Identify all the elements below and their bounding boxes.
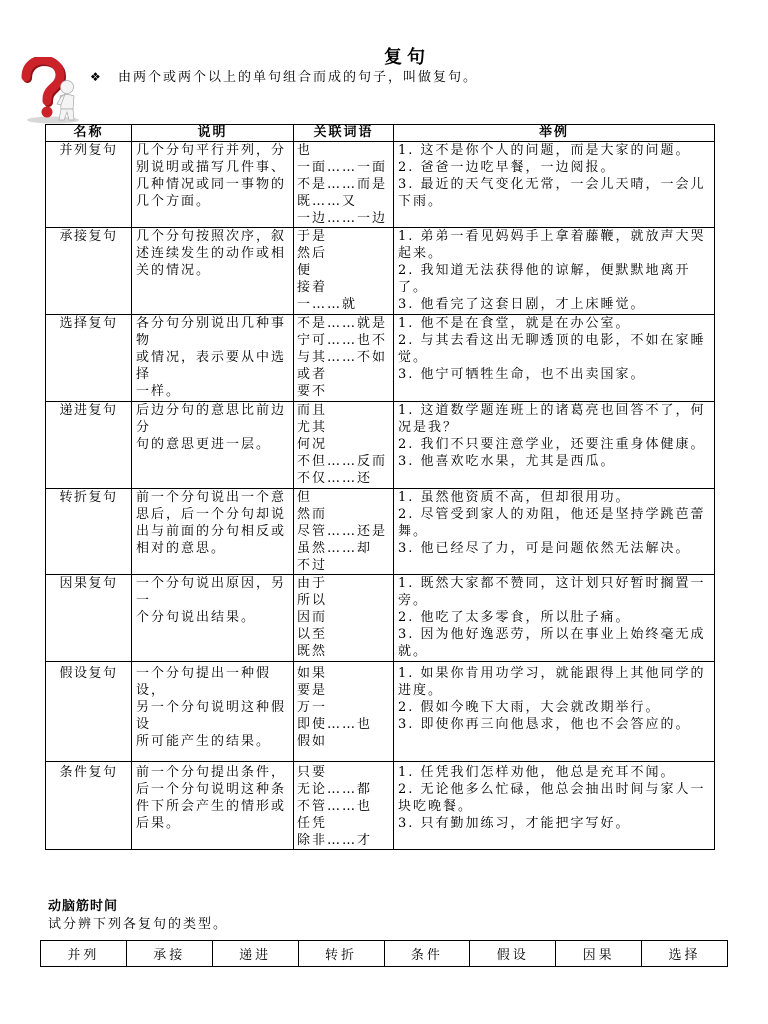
exercise-type-cell: 承接 [126, 941, 212, 967]
connective-line: 只要 [297, 765, 328, 780]
example-line: 3. 最近的天气变化无常，一会儿天晴，一会儿 [398, 177, 706, 192]
sentence-type-cell [46, 489, 132, 575]
explanation-cell [132, 402, 294, 489]
connective-line: 便 [297, 263, 313, 278]
connective-line: 既然 [297, 644, 328, 659]
table-head [46, 125, 715, 142]
explanation-cell [132, 489, 294, 575]
example-line: 2. 尽管受到家人的劝阻，他还是坚持学跳芭蕾 [398, 507, 706, 522]
examples-cell [394, 762, 715, 850]
example-line: 1. 虽然他资质不高，但却很用功。 [398, 490, 631, 505]
explanation-line: 后一个分句说明这种条 [136, 782, 287, 797]
table-row [46, 575, 715, 662]
connectives-cell [294, 142, 394, 228]
sentence-type-name: 条件复句 [59, 765, 118, 780]
example-line: 2. 无论他多么忙碌，他总会抽出时间与家人一 [398, 782, 706, 797]
explanation-line: 设， [136, 683, 167, 698]
connective-line: 而且 [297, 403, 328, 418]
example-line: 1. 他不是在食堂，就是在办公室。 [398, 316, 631, 331]
table-row [46, 662, 715, 762]
table-header-row [46, 125, 715, 142]
connective-line: 不仅……还 [297, 471, 373, 486]
exercise-type-cell: 转折 [298, 941, 384, 967]
connective-line: 不是……而是 [297, 177, 388, 192]
connective-line: 接着 [297, 280, 328, 295]
connective-line: 尤其 [297, 420, 328, 435]
examples-cell [394, 575, 715, 662]
connective-line: 假如 [297, 734, 328, 749]
exercise-type-cell: 递进 [212, 941, 298, 967]
person-head [61, 81, 74, 94]
explanation-line: 思后，后一个分句却说 [136, 507, 287, 522]
sentence-types-table [45, 124, 715, 850]
connective-line: 即使……也 [297, 717, 373, 732]
explanation-cell [132, 228, 294, 315]
examples-cell [394, 489, 715, 575]
intro-line [90, 68, 478, 87]
types-table-body [46, 142, 715, 850]
connective-line: 由于 [297, 576, 328, 591]
example-line: 3. 他看完了这套日剧，才上床睡觉。 [398, 297, 646, 312]
table-row [46, 489, 715, 575]
example-line: 2. 他吃了太多零食，所以肚子痛。 [398, 610, 631, 625]
explanation-line: 别说明或描写几件事、 [136, 160, 287, 175]
connective-line: 既……又 [297, 194, 358, 209]
examples-cell [394, 142, 715, 228]
example-line: 2. 我们不只要注意学业，还要注重身体健康。 [398, 437, 706, 452]
example-line: 2. 假如今晚下大雨，大会就改期举行。 [398, 700, 661, 715]
explanation-line: 一样。 [136, 384, 182, 399]
explanation-line: 述连续发生的动作或相 [136, 246, 287, 261]
explanation-line: 几个分句平行并列，分 [136, 143, 287, 158]
explanation-line: 后边分句的意思比前边 [136, 403, 287, 418]
example-line: 起来。 [398, 246, 444, 261]
explanation-line: 几种情况或同一事物的 [136, 177, 287, 192]
table-row [46, 142, 715, 228]
exercise-type-cell: 假设 [470, 941, 556, 967]
connective-line: 虽然……却 [297, 541, 373, 556]
example-line: 觉。 [398, 350, 429, 365]
explanation-line: 相对的意思。 [136, 541, 227, 556]
exercise-type-cell: 因果 [556, 941, 642, 967]
connective-line: 或者 [297, 367, 328, 382]
explanation-line: 择 [136, 367, 152, 382]
example-line: 3. 即使你再三向他恳求，他也不会答应的。 [398, 717, 691, 732]
question-mark-shape [26, 60, 62, 118]
sentence-type-name: 承接复句 [59, 229, 118, 244]
example-line: 3. 他宁可牺牲生命，也不出卖国家。 [398, 367, 646, 382]
explanation-cell [132, 762, 294, 850]
exercise-type-cell: 条件 [384, 941, 470, 967]
sentence-type-name: 递进复句 [59, 403, 118, 418]
explanation-line: 一个分句说出原因，另 [136, 576, 287, 591]
table-row [46, 315, 715, 402]
connective-line: 所以 [297, 593, 328, 608]
connectives-cell [294, 662, 394, 762]
connectives-cell [294, 228, 394, 315]
connectives-cell [294, 402, 394, 489]
connective-line: 除非……才 [297, 833, 373, 848]
explanation-line: 几个分句按照次序，叙 [136, 229, 287, 244]
connective-line: 然而 [297, 507, 328, 522]
exercise-type-cell: 并列 [41, 941, 127, 967]
explanation-cell [132, 575, 294, 662]
explanation-line: 关的情况。 [136, 263, 212, 278]
example-line: 1. 弟弟一看见妈妈手上拿着藤鞭，就放声大哭 [398, 229, 706, 244]
connective-line: 不是……就是 [297, 316, 388, 331]
explanation-line: 物 [136, 333, 152, 348]
example-line: 1. 这道数学题连班上的诸葛亮也回答不了，何 [398, 403, 706, 418]
connective-line: 何况 [297, 437, 328, 452]
connective-line: 然后 [297, 246, 328, 261]
sentence-type-name: 转折复句 [59, 490, 118, 505]
example-line: 3. 只有勤加练习，才能把字写好。 [398, 816, 631, 831]
question-person-icon [16, 57, 80, 125]
connectives-cell [294, 575, 394, 662]
sentence-type-name: 选择复句 [59, 316, 118, 331]
explanation-line: 设 [136, 717, 152, 732]
connective-line: 要不 [297, 384, 328, 399]
example-line: 3. 因为他好逸恶劳，所以在事业上始终毫无成 [398, 627, 706, 642]
connective-line: 要是 [297, 683, 328, 698]
examples-cell [394, 402, 715, 489]
exercise-type-cell: 选择 [642, 941, 728, 967]
connective-line: 一边……一边 [297, 211, 388, 226]
sentence-type-name: 并列复句 [59, 143, 118, 158]
explanation-line: 出与前面的分句相反或 [136, 524, 287, 539]
explanation-line: 后果。 [136, 816, 182, 831]
explanation-line: 分 [136, 420, 152, 435]
exercise-types-table [40, 940, 728, 967]
sentence-type-cell [46, 315, 132, 402]
intro-text: 由两个或两个以上的单句组合而成的句子，叫做复句。 [118, 70, 479, 85]
example-line: 况是我？ [398, 420, 459, 435]
examples-cell [394, 315, 715, 402]
connective-line: 尽管……还是 [297, 524, 388, 539]
sentence-type-cell [46, 402, 132, 489]
connectives-cell [294, 315, 394, 402]
explanation-cell [132, 315, 294, 402]
explanation-line: 所可能产生的结果。 [136, 734, 272, 749]
connective-line: 不过 [297, 558, 328, 573]
connective-line: 因而 [297, 610, 328, 625]
page-title: 复句 [384, 47, 430, 68]
explanation-line: 前一个分句提出条件， [136, 765, 287, 780]
connective-line: 无论……都 [297, 782, 373, 797]
connective-line: 一……就 [297, 297, 358, 312]
explanation-line: 或情况，表示要从中选 [136, 350, 287, 365]
connectives-cell [294, 762, 394, 850]
example-line: 1. 既然大家都不赞同，这计划只好暂时搁置一 [398, 576, 706, 591]
connective-line: 如果 [297, 666, 328, 681]
diamond-bullet-icon [90, 68, 118, 86]
example-line: 3. 他喜欢吃水果，尤其是西瓜。 [398, 454, 616, 469]
connective-line: 任凭 [297, 816, 328, 831]
examples-cell [394, 662, 715, 762]
explanation-line: 各分句分别说出几种事 [136, 316, 287, 331]
connective-line: 一面……一面 [297, 160, 388, 175]
explanation-cell [132, 142, 294, 228]
example-line: 1. 这不是你个人的问题，而是大家的问题。 [398, 143, 691, 158]
example-line: 就。 [398, 644, 429, 659]
question-mark-dot [42, 107, 53, 118]
explanation-cell [132, 662, 294, 762]
example-line: 了。 [398, 280, 429, 295]
exercise-heading: 动脑筋时间 [48, 899, 119, 914]
connectives-cell [294, 489, 394, 575]
sentence-type-cell [46, 575, 132, 662]
example-line: 旁。 [398, 593, 429, 608]
header-explanation: 说明 [132, 125, 294, 142]
header-name: 名称 [46, 125, 132, 142]
sentence-type-cell [46, 662, 132, 762]
sentence-type-name: 因果复句 [59, 576, 118, 591]
exercise-instruction: 试分辨下列各复句的类型。 [48, 917, 229, 932]
explanation-line: 一 [136, 593, 152, 608]
explanation-line: 一个分句提出一种假 [136, 666, 272, 681]
sentence-type-cell [46, 142, 132, 228]
connective-line: 万一 [297, 700, 328, 715]
connective-line: 宁可……也不 [297, 333, 388, 348]
example-line: 下雨。 [398, 194, 444, 209]
table-row [46, 402, 715, 489]
header-examples: 举例 [394, 125, 715, 142]
exercise-types-row [41, 941, 728, 967]
example-line: 1. 如果你肯用功学习，就能跟得上其他同学的 [398, 666, 706, 681]
explanation-line: 句的意思更进一层。 [136, 437, 272, 452]
sentence-type-cell [46, 228, 132, 315]
connective-line: 以至 [297, 627, 328, 642]
example-line: 3. 他已经尽了力，可是问题依然无法解决。 [398, 541, 691, 556]
example-line: 块吃晚餐。 [398, 799, 474, 814]
explanation-line: 个分句说出结果。 [136, 610, 257, 625]
header-connectives: 关联词语 [294, 125, 394, 142]
explanation-line: 另一个分句说明这种假 [136, 700, 287, 715]
example-line: 1. 任凭我们怎样劝他，他总是充耳不闻。 [398, 765, 676, 780]
exercise-table-body [41, 941, 728, 967]
connective-line: 不管……也 [297, 799, 373, 814]
table-row [46, 228, 715, 315]
connective-line: 于是 [297, 229, 328, 244]
explanation-line: 几个方面。 [136, 194, 212, 209]
sentence-type-cell [46, 762, 132, 850]
sentence-type-name: 假设复句 [59, 666, 118, 681]
connective-line: 但 [297, 490, 313, 505]
explanation-line: 件下所会产生的情形或 [136, 799, 287, 814]
connective-line: 不但……反而 [297, 454, 388, 469]
examples-cell [394, 228, 715, 315]
connective-line: 也 [297, 143, 313, 158]
example-line: 2. 爸爸一边吃早餐，一边阅报。 [398, 160, 616, 175]
explanation-line: 前一个分句说出一个意 [136, 490, 287, 505]
connective-line: 与其……不如 [297, 350, 388, 365]
example-line: 2. 我知道无法获得他的谅解，便默默地离开 [398, 263, 691, 278]
example-line: 舞。 [398, 524, 429, 539]
example-line: 进度。 [398, 683, 444, 698]
example-line: 2. 与其去看这出无聊透顶的电影，不如在家睡 [398, 333, 706, 348]
table-row [46, 762, 715, 850]
